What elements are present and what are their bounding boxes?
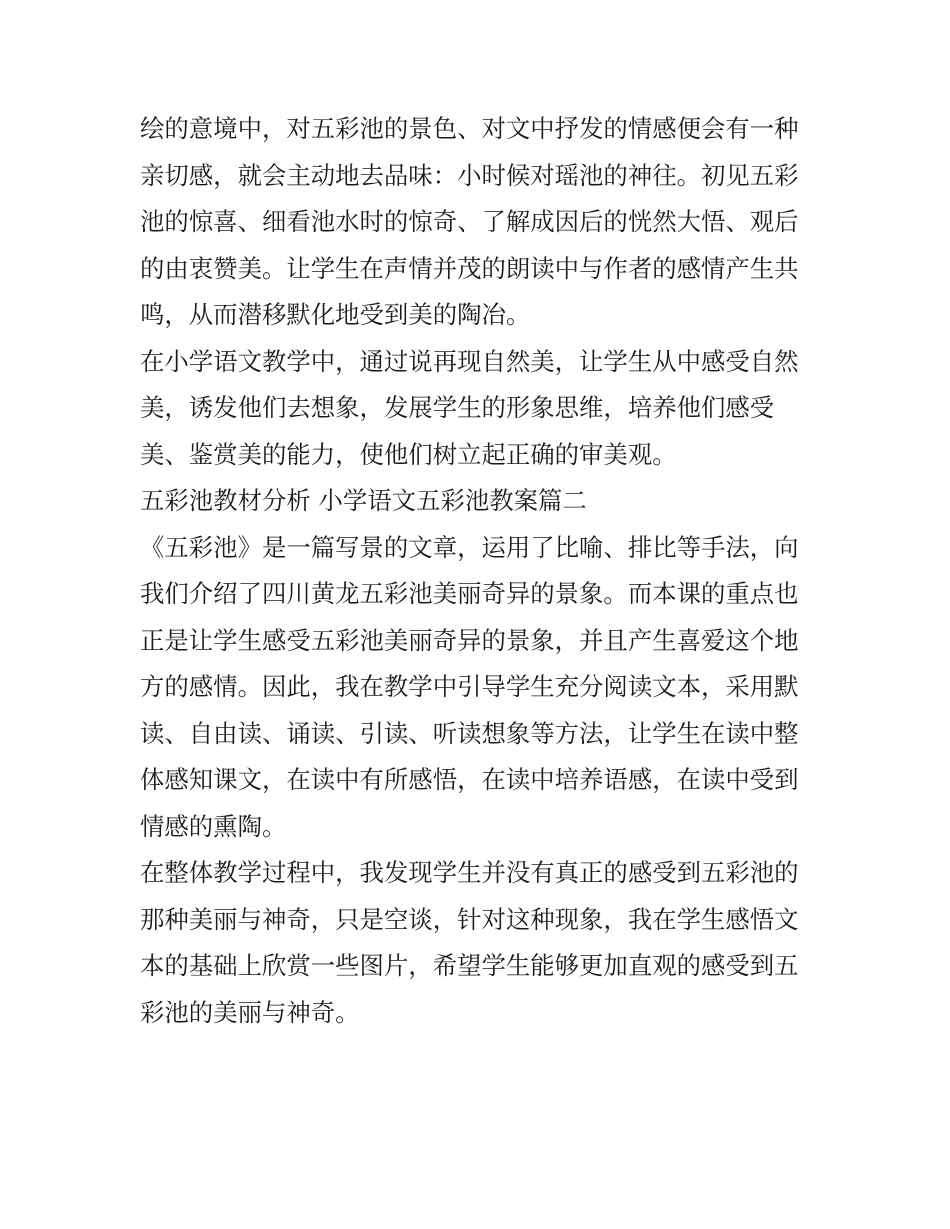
text-line: 亲切感，就会主动地去品味：小时候对瑶池的神往。初见五彩 [140,160,799,190]
text-line: 的由衷赞美。让学生在声情并茂的朗读中与作者的感情产生共 [140,253,799,283]
text-line: 《五彩池》是一篇写景的文章，运用了比喻、排比等手法，向 [140,532,799,562]
text-line: 绘的意境中，对五彩池的景色、对文中抒发的情感便会有一种 [140,114,799,143]
text-line: 美、鉴赏美的能力，使他们树立起正确的审美观。 [140,439,677,469]
text-line: 我们介绍了四川黄龙五彩池美丽奇异的景象。而本课的重点也 [140,579,799,608]
section-heading [140,478,815,525]
text-line: 方的感情。因此，我在教学中引导学生充分阅读文本，采用默 [140,672,799,701]
paragraph-continuation [140,106,815,339]
text-line: 本的基础上欣赏一些图片，希望学生能够更加直观的感受到五 [140,951,799,980]
text-line: 池的惊喜、细看池水时的惊奇、了解成因后的恍然大悟、观后 [140,207,799,236]
text-line: 情感的熏陶。 [140,811,287,841]
text-line: 读、自由读、诵读、引读、听读想象等方法，让学生在读中整 [140,718,799,748]
paragraph-analysis [140,525,815,851]
heading-line: 五彩池教材分析 小学语文五彩池教案篇二 [140,486,587,515]
paragraph-reflection [140,850,815,1036]
body-text [140,106,815,1036]
paragraph-natural-beauty [140,339,815,479]
text-line: 鸣，从而潜移默化地受到美的陶冶。 [140,300,531,329]
text-line: 彩池的美丽与神奇。 [140,997,360,1027]
text-line: 那种美丽与神奇，只是空谈，针对这种现象，我在学生感悟文 [140,904,799,934]
text-line: 在整体教学过程中，我发现学生并没有真正的感受到五彩池的 [140,858,799,887]
text-line: 正是让学生感受五彩池美丽奇异的景象，并且产生喜爱这个地 [140,625,799,655]
text-line: 在小学语文教学中，通过说再现自然美，让学生从中感受自然 [140,346,799,376]
text-line: 美，诱发他们去想象，发展学生的形象思维，培养他们感受 [140,393,775,422]
text-line: 体感知课文，在读中有所感悟，在读中培养语感，在读中受到 [140,765,799,794]
